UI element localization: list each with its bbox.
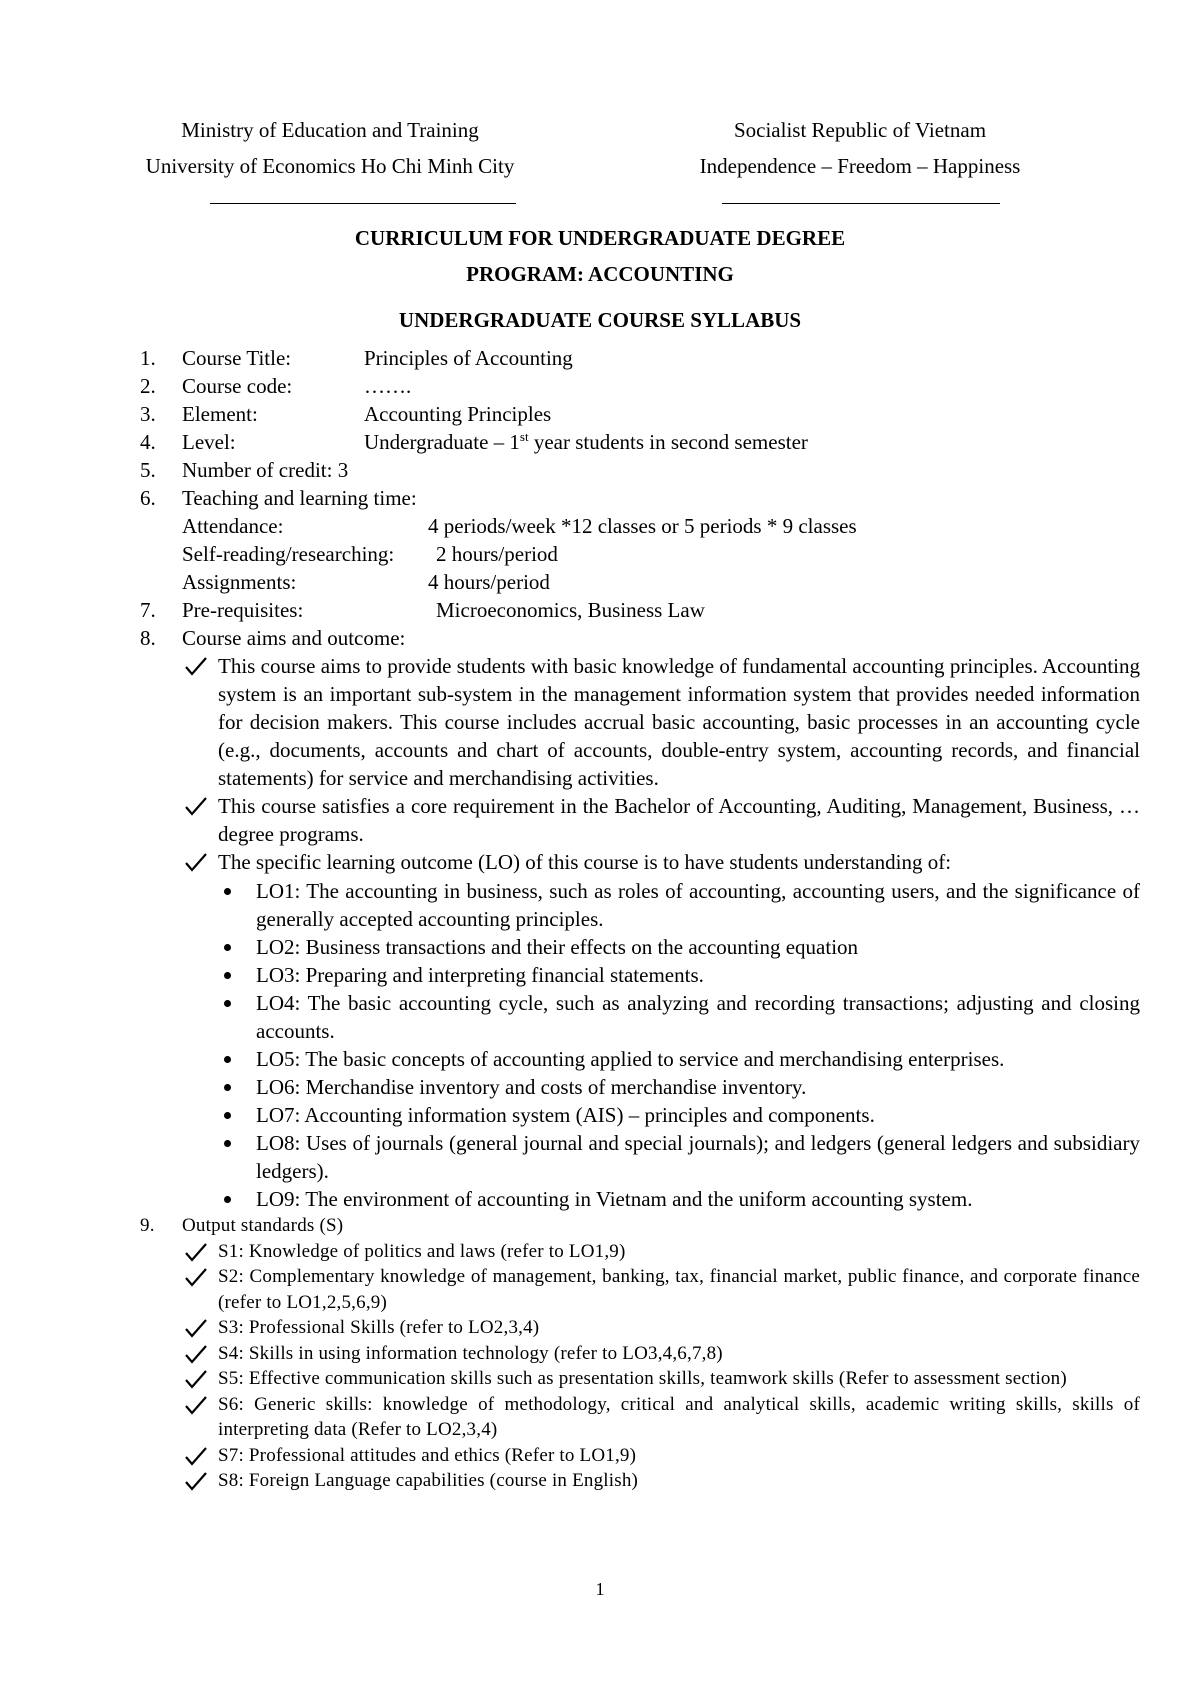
- item-label: Teaching and learning time:: [182, 486, 417, 510]
- curriculum-title: CURRICULUM FOR UNDERGRADUATE DEGREE: [354, 226, 846, 250]
- item-label: Element:: [182, 402, 258, 426]
- attendance-value: 4 periods/week *12 classes or 5 periods * 9 classes: [428, 514, 857, 538]
- output-standard-item: [140, 1443, 1140, 1469]
- ordinal-suffix: st: [519, 429, 529, 444]
- item-label: Course Title:: [182, 346, 292, 370]
- learning-outcome-item: [140, 989, 1140, 1045]
- checkmark-icon: [182, 1264, 212, 1292]
- item-number: 5.: [140, 458, 156, 482]
- bullet-icon: [224, 1084, 231, 1091]
- bullet-icon: [224, 1056, 231, 1063]
- checkmark-icon: [182, 848, 212, 876]
- aim-item: [140, 848, 1140, 876]
- national-motto: Independence – Freedom – Happiness: [699, 154, 1021, 178]
- checkmark-icon: [182, 1315, 212, 1343]
- item-number: 9.: [140, 1215, 155, 1236]
- item-label: Course aims and outcome:: [182, 626, 406, 650]
- item-number: 6.: [140, 486, 156, 510]
- learning-outcome-text: LO8: Uses of journals (general journal and special journals); and ledgers (general ledgers and subsidiary ledgers).: [256, 1131, 1140, 1183]
- output-standard-item: [140, 1239, 1140, 1265]
- item-label: Level:: [182, 430, 236, 454]
- output-standard-text: S8: Foreign Language capabilities (course in English): [218, 1470, 639, 1491]
- item-number: 3.: [140, 402, 156, 426]
- item-value: Microeconomics, Business Law: [436, 598, 705, 622]
- checkmark-icon: [182, 1341, 212, 1369]
- bullet-icon: [224, 1112, 231, 1119]
- learning-outcome-text: LO3: Preparing and interpreting financial statements.: [256, 963, 704, 987]
- item-output-standards: [140, 1213, 1140, 1239]
- item-number: 7.: [140, 598, 156, 622]
- aim-text: The specific learning outcome (LO) of this course is to have students understanding of:: [218, 850, 952, 874]
- ministry-name: Ministry of Education and Training: [181, 118, 479, 142]
- output-standard-text: S5: Effective communication skills such as presentation skills, teamwork skills (Refer to assessment section): [218, 1368, 1067, 1389]
- checkmark-icon: [182, 792, 212, 820]
- learning-outcome-text: LO1: The accounting in business, such as roles of accounting, accounting users, and the significance of generally accepted accounting principles.: [256, 879, 1140, 931]
- item-value: Accounting Principles: [364, 402, 552, 426]
- output-standard-text: S1: Knowledge of politics and laws (refer to LO1,9): [218, 1240, 626, 1262]
- assignments-label: Assignments:: [182, 570, 297, 594]
- output-standard-text: S2: Complementary knowledge of management, banking, tax, financial market, public finance, and corporate finance (refer to LO1,2,5,6,9): [218, 1266, 1140, 1313]
- aim-text: This course satisfies a core requirement in the Bachelor of Accounting, Auditing, Management, Business, … degree programs.: [218, 794, 1140, 846]
- item-label: Pre-requisites:: [182, 598, 304, 622]
- level-value-end: year students in second semester: [528, 430, 808, 454]
- program-title: PROGRAM: ACCOUNTING: [466, 262, 734, 286]
- bullet-icon: [224, 972, 231, 979]
- self-reading-row: [140, 540, 1140, 568]
- learning-outcome-item: [140, 1073, 1140, 1101]
- item-number: 1.: [140, 346, 156, 370]
- header-left: [120, 112, 540, 184]
- assignments-value: 4 hours/period: [428, 570, 550, 594]
- attendance-row: [140, 512, 1140, 540]
- bullet-icon: [224, 1196, 231, 1203]
- learning-outcome-text: LO2: Business transactions and their effects on the accounting equation: [256, 935, 859, 959]
- self-reading-label: Self-reading/researching:: [182, 542, 395, 566]
- checkmark-icon: [182, 1239, 212, 1267]
- aim-text: This course aims to provide students with basic knowledge of fundamental accounting principles. Accounting system is an important sub-system in the management information system that provides needed information for decision makers. This course includes accrual basic accounting, basic processes in an accounting cycle (e.g., documents, accounts and chart of accounts, double-entry system, accounting records, and financial statements) for service and merchandising activities.: [218, 654, 1140, 790]
- header-divider-right: [722, 203, 1000, 204]
- output-standards-section: [140, 1213, 1140, 1494]
- item-label: Number of credit: 3: [182, 458, 349, 482]
- learning-outcome-text: LO5: The basic concepts of accounting applied to service and merchandising enterprises.: [256, 1047, 1005, 1071]
- checkmark-icon: [182, 652, 212, 680]
- item-value: …….: [364, 374, 412, 398]
- bullet-icon: [224, 944, 231, 951]
- syllabus-body: [140, 344, 1140, 1494]
- learning-outcome-item: [140, 961, 1140, 989]
- item-course-aims: [140, 624, 1140, 652]
- item-teaching-time: [140, 484, 1140, 512]
- output-standard-item: [140, 1366, 1140, 1392]
- output-standard-item: [140, 1341, 1140, 1367]
- university-name: University of Economics Ho Chi Minh City: [145, 154, 515, 178]
- page-number: 1: [595, 1579, 605, 1599]
- output-standard-item: [140, 1468, 1140, 1494]
- output-standard-text: S4: Skills in using information technology (refer to LO3,4,6,7,8): [218, 1342, 723, 1364]
- learning-outcome-text: LO4: The basic accounting cycle, such as analyzing and recording transactions; adjusting and closing accounts.: [256, 991, 1140, 1043]
- output-standard-item: [140, 1392, 1140, 1443]
- learning-outcome-text: LO9: The environment of accounting in Vietnam and the uniform accounting system.: [256, 1187, 973, 1211]
- syllabus-title: UNDERGRADUATE COURSE SYLLABUS: [398, 308, 802, 332]
- item-number: 8.: [140, 626, 156, 650]
- item-label: Course code:: [182, 374, 293, 398]
- bullet-icon: [224, 888, 231, 895]
- item-number: 2.: [140, 374, 156, 398]
- learning-outcome-item: [140, 877, 1140, 933]
- output-standard-text: S7: Professional attitudes and ethics (Refer to LO1,9): [218, 1444, 637, 1466]
- checkmark-icon: [182, 1468, 212, 1496]
- learning-outcome-item: [140, 1129, 1140, 1185]
- checkmark-icon: [182, 1443, 212, 1471]
- item-course-title: [140, 344, 1140, 372]
- attendance-label: Attendance:: [182, 514, 284, 538]
- level-value-start: Undergraduate – 1: [364, 430, 520, 454]
- checkmark-icon: [182, 1392, 212, 1420]
- bullet-icon: [224, 1140, 231, 1147]
- output-standard-text: S3: Professional Skills (refer to LO2,3,4): [218, 1317, 540, 1338]
- output-standard-item: [140, 1264, 1140, 1315]
- output-standard-text: S6: Generic skills: knowledge of methodology, critical and analytical skills, academic writing skills, skills of interpreting data (Refer to LO2,3,4): [218, 1393, 1140, 1440]
- self-reading-value: 2 hours/period: [436, 542, 558, 566]
- item-level: [140, 428, 1140, 456]
- item-course-code: [140, 372, 1140, 400]
- country-name: Socialist Republic of Vietnam: [733, 118, 987, 142]
- aim-item: [140, 652, 1140, 792]
- item-prerequisites: [140, 596, 1140, 624]
- item-number: 4.: [140, 430, 156, 454]
- document-header: [0, 112, 1200, 222]
- output-standard-item: [140, 1315, 1140, 1341]
- learning-outcome-item: [140, 1185, 1140, 1213]
- bullet-icon: [224, 1000, 231, 1007]
- learning-outcome-item: [140, 1101, 1140, 1129]
- header-divider-left: [210, 203, 516, 204]
- item-value: [364, 428, 808, 456]
- item-element: [140, 400, 1140, 428]
- header-right: [650, 112, 1070, 184]
- learning-outcome-text: LO6: Merchandise inventory and costs of merchandise inventory.: [256, 1075, 807, 1099]
- learning-outcome-text: LO7: Accounting information system (AIS) – principles and components.: [256, 1103, 875, 1127]
- learning-outcome-item: [140, 1045, 1140, 1073]
- document-titles: [0, 220, 1200, 338]
- item-credits: [140, 456, 1140, 484]
- learning-outcome-item: [140, 933, 1140, 961]
- assignments-row: [140, 568, 1140, 596]
- item-value: Principles of Accounting: [364, 346, 573, 370]
- aim-item: [140, 792, 1140, 848]
- checkmark-icon: [182, 1366, 212, 1394]
- item-label: Output standards (S): [182, 1215, 344, 1236]
